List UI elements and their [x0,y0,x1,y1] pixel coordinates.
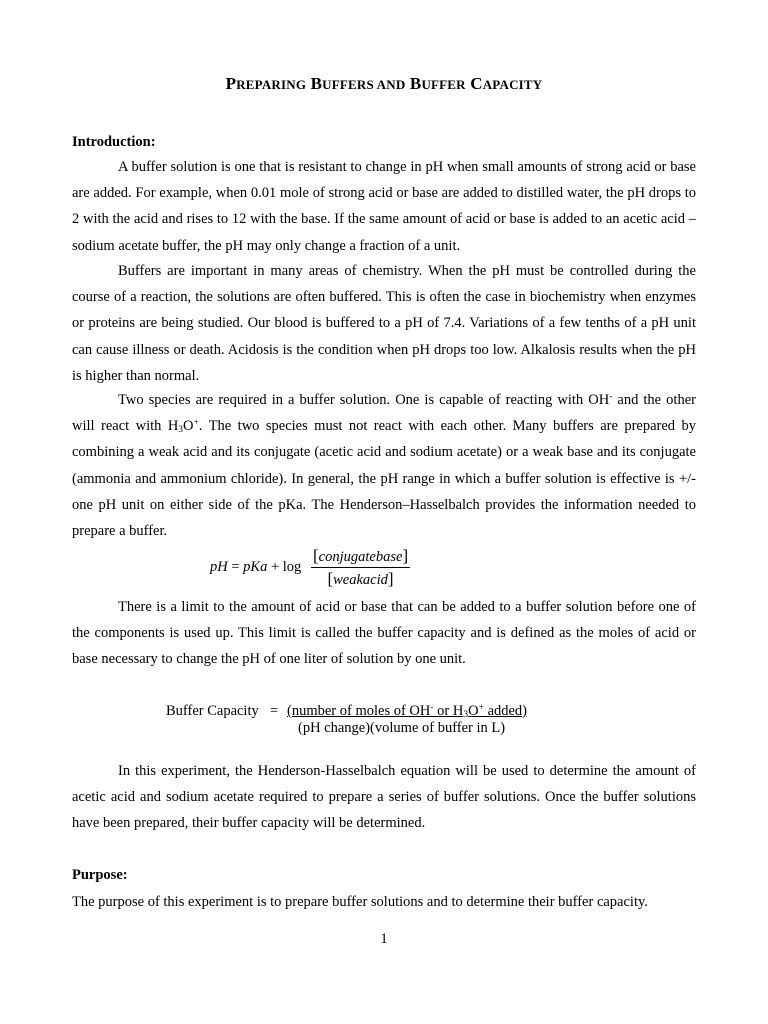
equation-lhs: pH = pKa + log [210,559,302,575]
purpose-heading: Purpose: [72,867,128,883]
intro-paragraph-1: A buffer solution is one that is resistant to change in pH when small amounts of strong acid or base are added. For example, when 0.01 mole of strong acid or base are added to distilled water, the pH drops to 2 with the acid and rises to 12 with the base. If the same amount of acid or base is added to an acetic acid – sodium acetate buffer, the pH may only change a fraction of a unit. [72,159,696,254]
intro-paragraph-2: Buffers are important in many areas of chemistry. When the pH must be controlled during the course of a reaction, the solutions are often buffered. This is often the case in biochemistry when enzymes or proteins are being studied. Our blood is buffered to a pH of 7.4. Variations of a few tenths of a pH unit can cause illness or death. Acidosis is the condition when pH drops too low. Alkalosis results when the pH is higher than normal. [72,263,696,384]
intro-paragraph-5: In this experiment, the Henderson-Hasselbalch equation will be used to determine the amount of acetic acid and sodium acetate required to prepare a series of buffer solutions. Once the buffer solutions have been prepared, their buffer capacity will be determined. [72,763,696,832]
buffer-capacity-numerator: (number of moles of OH- or $H_3O^+$ added) [287,703,528,720]
page-title: PREPARING BUFFERS AND BUFFER CAPACITY [225,74,543,93]
purpose-paragraph: The purpose of this experiment is to prepare buffer solutions and to determine their buffer capacity. [72,894,648,910]
equation-denominator: [weakacid] [327,569,394,588]
intro-paragraph-3: Two species are required in a buffer solution. One is capable of reacting with OH- and the other will react with $H_3O^+$. The two species must not react with each other. Many buffers are prepared by combining a weak acid and its conjugate (acetic acid and sodium acetate) or a weak base and its conjugate (ammonia and ammonium chloride). In general, the pH range in which a buffer solution is effective is +/- one pH unit on either side of the pKa. The Henderson–Hasselbalch provides the information needed to prepare a buffer. [72,392,696,540]
page-number: 1 [380,931,388,947]
document-page: PREPARING BUFFERS AND BUFFER CAPACITY Introduction: A buffer solution is one that is resistant to change in pH when small amounts of strong acid or base are added. For example, when 0.01 mole of strong acid or base are added to distilled water, the pH drops to 2 with the acid and rises to 12 with the base. If the same amount of acid or base is added to an acetic acid – sodium acetate buffer, the pH may only change a fraction of a unit. Buffers are important in many areas of chemistry. When the pH must be controlled during the course of a reaction, the solutions are often buffered. This is often the case in biochemistry when enzymes or proteins are being studied. Our blood is buffered to a pH of 7.4. Variations of a few tenths of a pH unit can cause illness or death. Acidosis is the condition when pH drops too low. Alkalosis results when the pH is higher than normal. Two species are required in a buffer solution. One is capable of reacting with OH- and the other will react with $H_3O^+$. The two species must not react with each other. Many buffers are prepared by combining a weak acid and its conjugate (acetic acid and sodium acetate) or a weak base and its conjugate (ammonia and ammonium chloride). In general, the pH range in which a buffer solution is effective is +/- one pH unit on either side of the pKa. The Henderson–Hasselbalch provides the information needed to prepare a buffer. pH = pKa + log [conjugatebase] [weakacid] There is a limit to the amount of acid or base that can be added to a buffer solution before one of the components is used up. This limit is called the buffer capacity and is defined as the moles of acid or base necessary to change the pH of one liter of solution by one unit. Buffer Capacity = (number of moles of OH- or $H_3O^+$ added) (pH change)(volume of buffer in L) In this experiment, the Henderson-Hasselbalch equation will be used to determine the amount of acetic acid and sodium acetate required to prepare a series of buffer solutions. Once the buffer solutions have been prepared, their buffer capacity will be determined. Purpose: The purpose of this experiment is to prepare buffer solutions and to determine their buffer capacity. 1 [0,0,768,1024]
equation-numerator: [conjugatebase] [311,546,410,568]
intro-paragraph-4: There is a limit to the amount of acid or base that can be added to a buffer solution before one of the components is used up. This limit is called the buffer capacity and is defined as the moles of acid or base necessary to change the pH of one liter of solution by one unit. [72,599,696,668]
equation-fraction [311,546,410,589]
buffer-capacity-denominator: (pH change)(volume of buffer in L) [298,720,506,736]
introduction-heading: Introduction: [72,134,156,150]
